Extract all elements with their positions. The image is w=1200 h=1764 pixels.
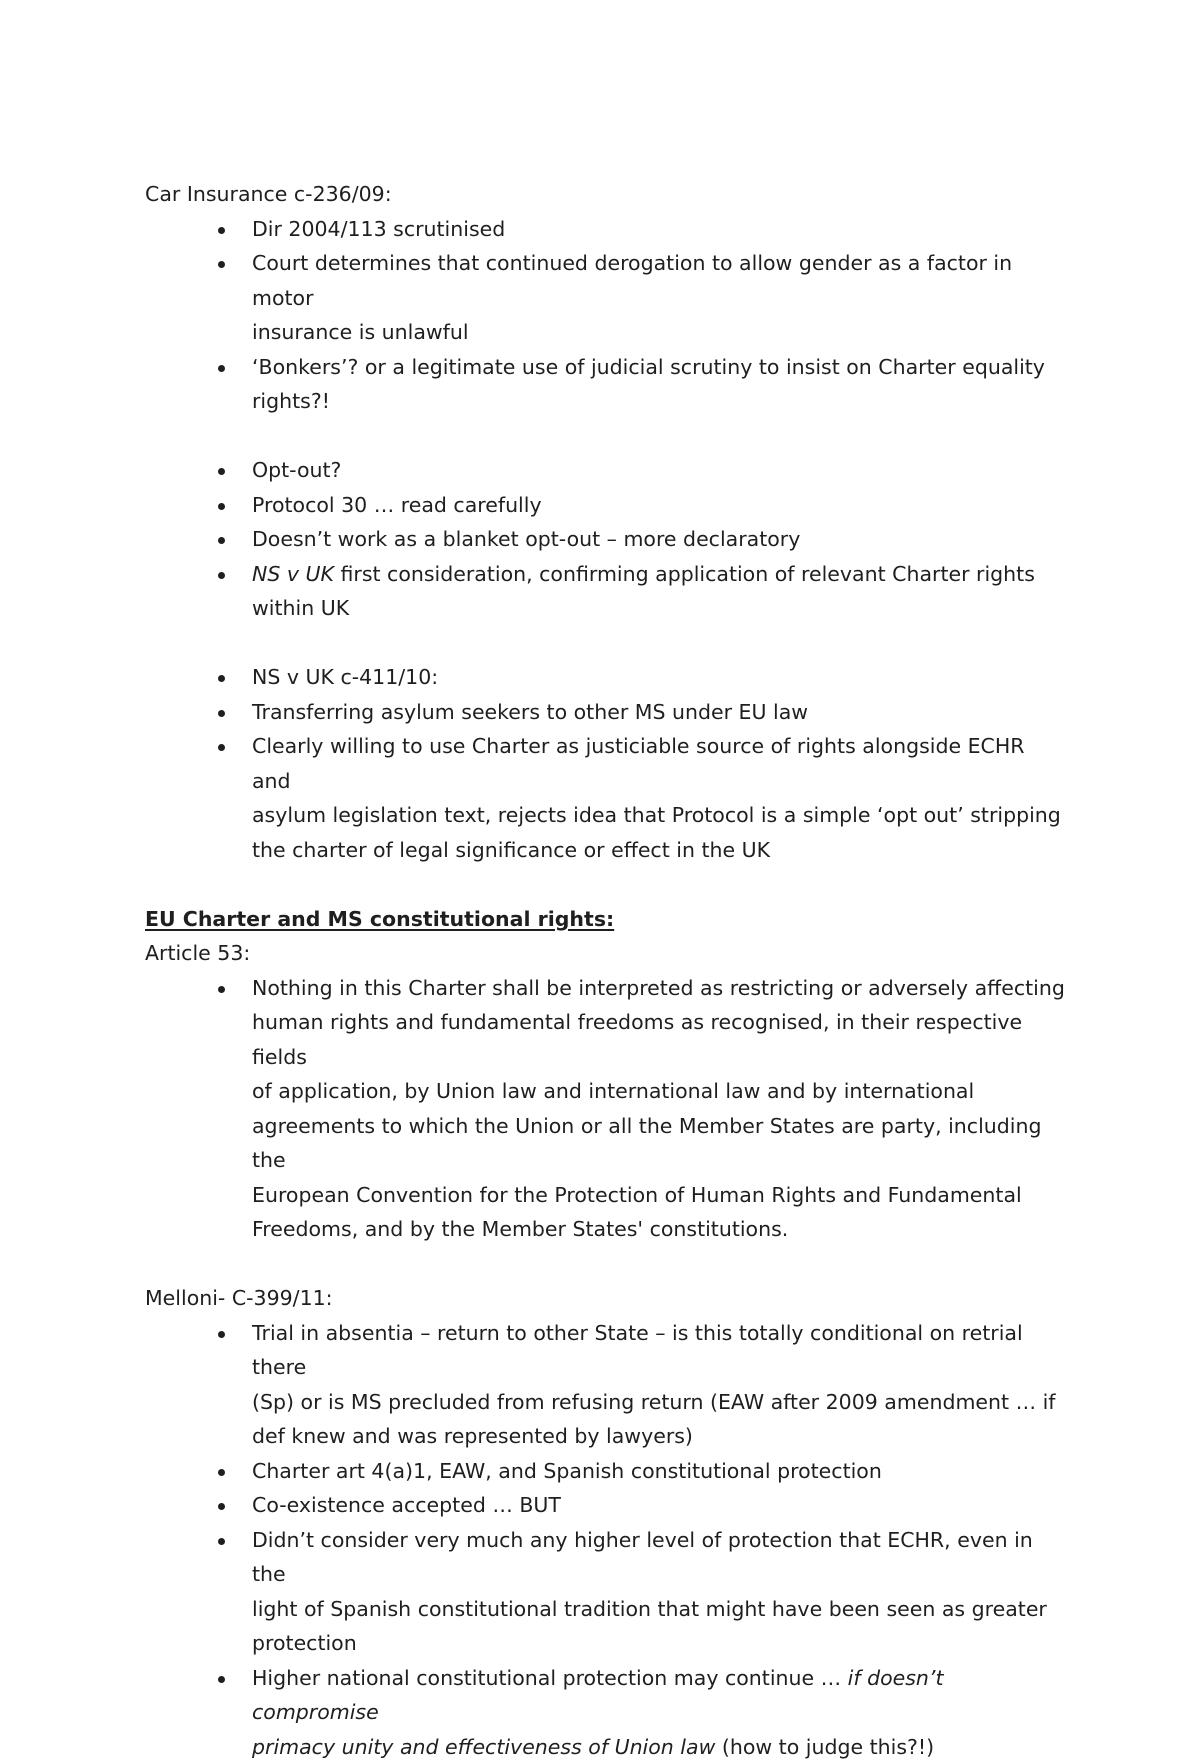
document-page <box>145 177 1065 1764</box>
list-item: Dir 2004/113 scrutinised <box>252 212 1065 247</box>
bullet-icon <box>218 1469 225 1476</box>
list-item: NS v UK first consideration, confirming application of relevant Charter rights within UK <box>252 557 1065 626</box>
list-item: ‘Bonkers’? or a legitimate use of judicial scrutiny to insist on Charter equality rights?! <box>252 350 1065 419</box>
list-item: Court determines that continued derogation to allow gender as a factor in motor insurance is unlawful <box>252 246 1065 350</box>
article-53-list <box>145 971 1065 1247</box>
bullet-icon <box>218 1331 225 1338</box>
bullet-icon <box>218 986 225 993</box>
list-item: Opt-out? <box>252 453 1065 488</box>
spacer <box>145 626 1065 661</box>
bullet-icon <box>218 261 225 268</box>
melloni-title: Melloni- C-399/11: <box>145 1281 1065 1316</box>
list-item: Protocol 30 … read carefully <box>252 488 1065 523</box>
bullet-icon <box>218 675 225 682</box>
bullet-icon <box>218 365 225 372</box>
spacer <box>145 1247 1065 1282</box>
bullet-icon <box>218 537 225 544</box>
bullet-icon <box>218 1503 225 1510</box>
list-item: Doesn’t work as a blanket opt-out – more declaratory <box>252 522 1065 557</box>
list-item: Higher national constitutional protection may continue … if doesn’t compromise primacy unity and effectiveness of Union law (how to judge this?!) <box>252 1661 1065 1764</box>
car-insurance-list <box>145 212 1065 419</box>
bullet-icon <box>218 468 225 475</box>
melloni-list <box>145 1316 1065 1764</box>
list-item: NS v UK c-411/10: <box>252 660 1065 695</box>
ns-v-uk-list <box>145 660 1065 867</box>
list-item: Clearly willing to use Charter as justiciable source of rights alongside ECHR and asylum legislation text, rejects idea that Protocol is a simple ‘opt out’ stripping the charter of legal significance or effect in the UK <box>252 729 1065 867</box>
list-item: Nothing in this Charter shall be interpreted as restricting or adversely affecting human rights and fundamental freedoms as recognised, in their respective fields of application, by Union law and international law and by international agreements to which the Union or all the Member States are party, including the European Convention for the Protection of Human Rights and Fundamental Freedoms, and by the Member States' constitutions. <box>252 971 1065 1247</box>
bullet-icon <box>218 1538 225 1545</box>
car-insurance-title: Car Insurance c-236/09: <box>145 177 1065 212</box>
bullet-icon <box>218 710 225 717</box>
bullet-icon <box>218 572 225 579</box>
list-item: Co-existence accepted … BUT <box>252 1488 1065 1523</box>
bullet-icon <box>218 744 225 751</box>
bullet-icon <box>218 1676 225 1683</box>
spacer <box>145 867 1065 902</box>
section-heading: EU Charter and MS constitutional rights: <box>145 902 1065 937</box>
list-item: Charter art 4(a)1, EAW, and Spanish constitutional protection <box>252 1454 1065 1489</box>
article-label: Article 53: <box>145 936 1065 971</box>
list-item: Transferring asylum seekers to other MS under EU law <box>252 695 1065 730</box>
spacer <box>145 419 1065 454</box>
case-name-italic: NS v UK <box>252 562 334 586</box>
opt-out-list <box>145 453 1065 626</box>
bullet-icon <box>218 503 225 510</box>
list-item: Trial in absentia – return to other State – is this totally conditional on retrial there (Sp) or is MS precluded from refusing return (EAW after 2009 amendment … if def knew and was represented by lawyers) <box>252 1316 1065 1454</box>
list-item: Didn’t consider very much any higher level of protection that ECHR, even in the light of Spanish constitutional tradition that might have been seen as greater protection <box>252 1523 1065 1661</box>
bullet-icon <box>218 227 225 234</box>
italic-phrase: if doesn’t compromise primacy unity and effectiveness of Union law <box>252 1666 943 1759</box>
